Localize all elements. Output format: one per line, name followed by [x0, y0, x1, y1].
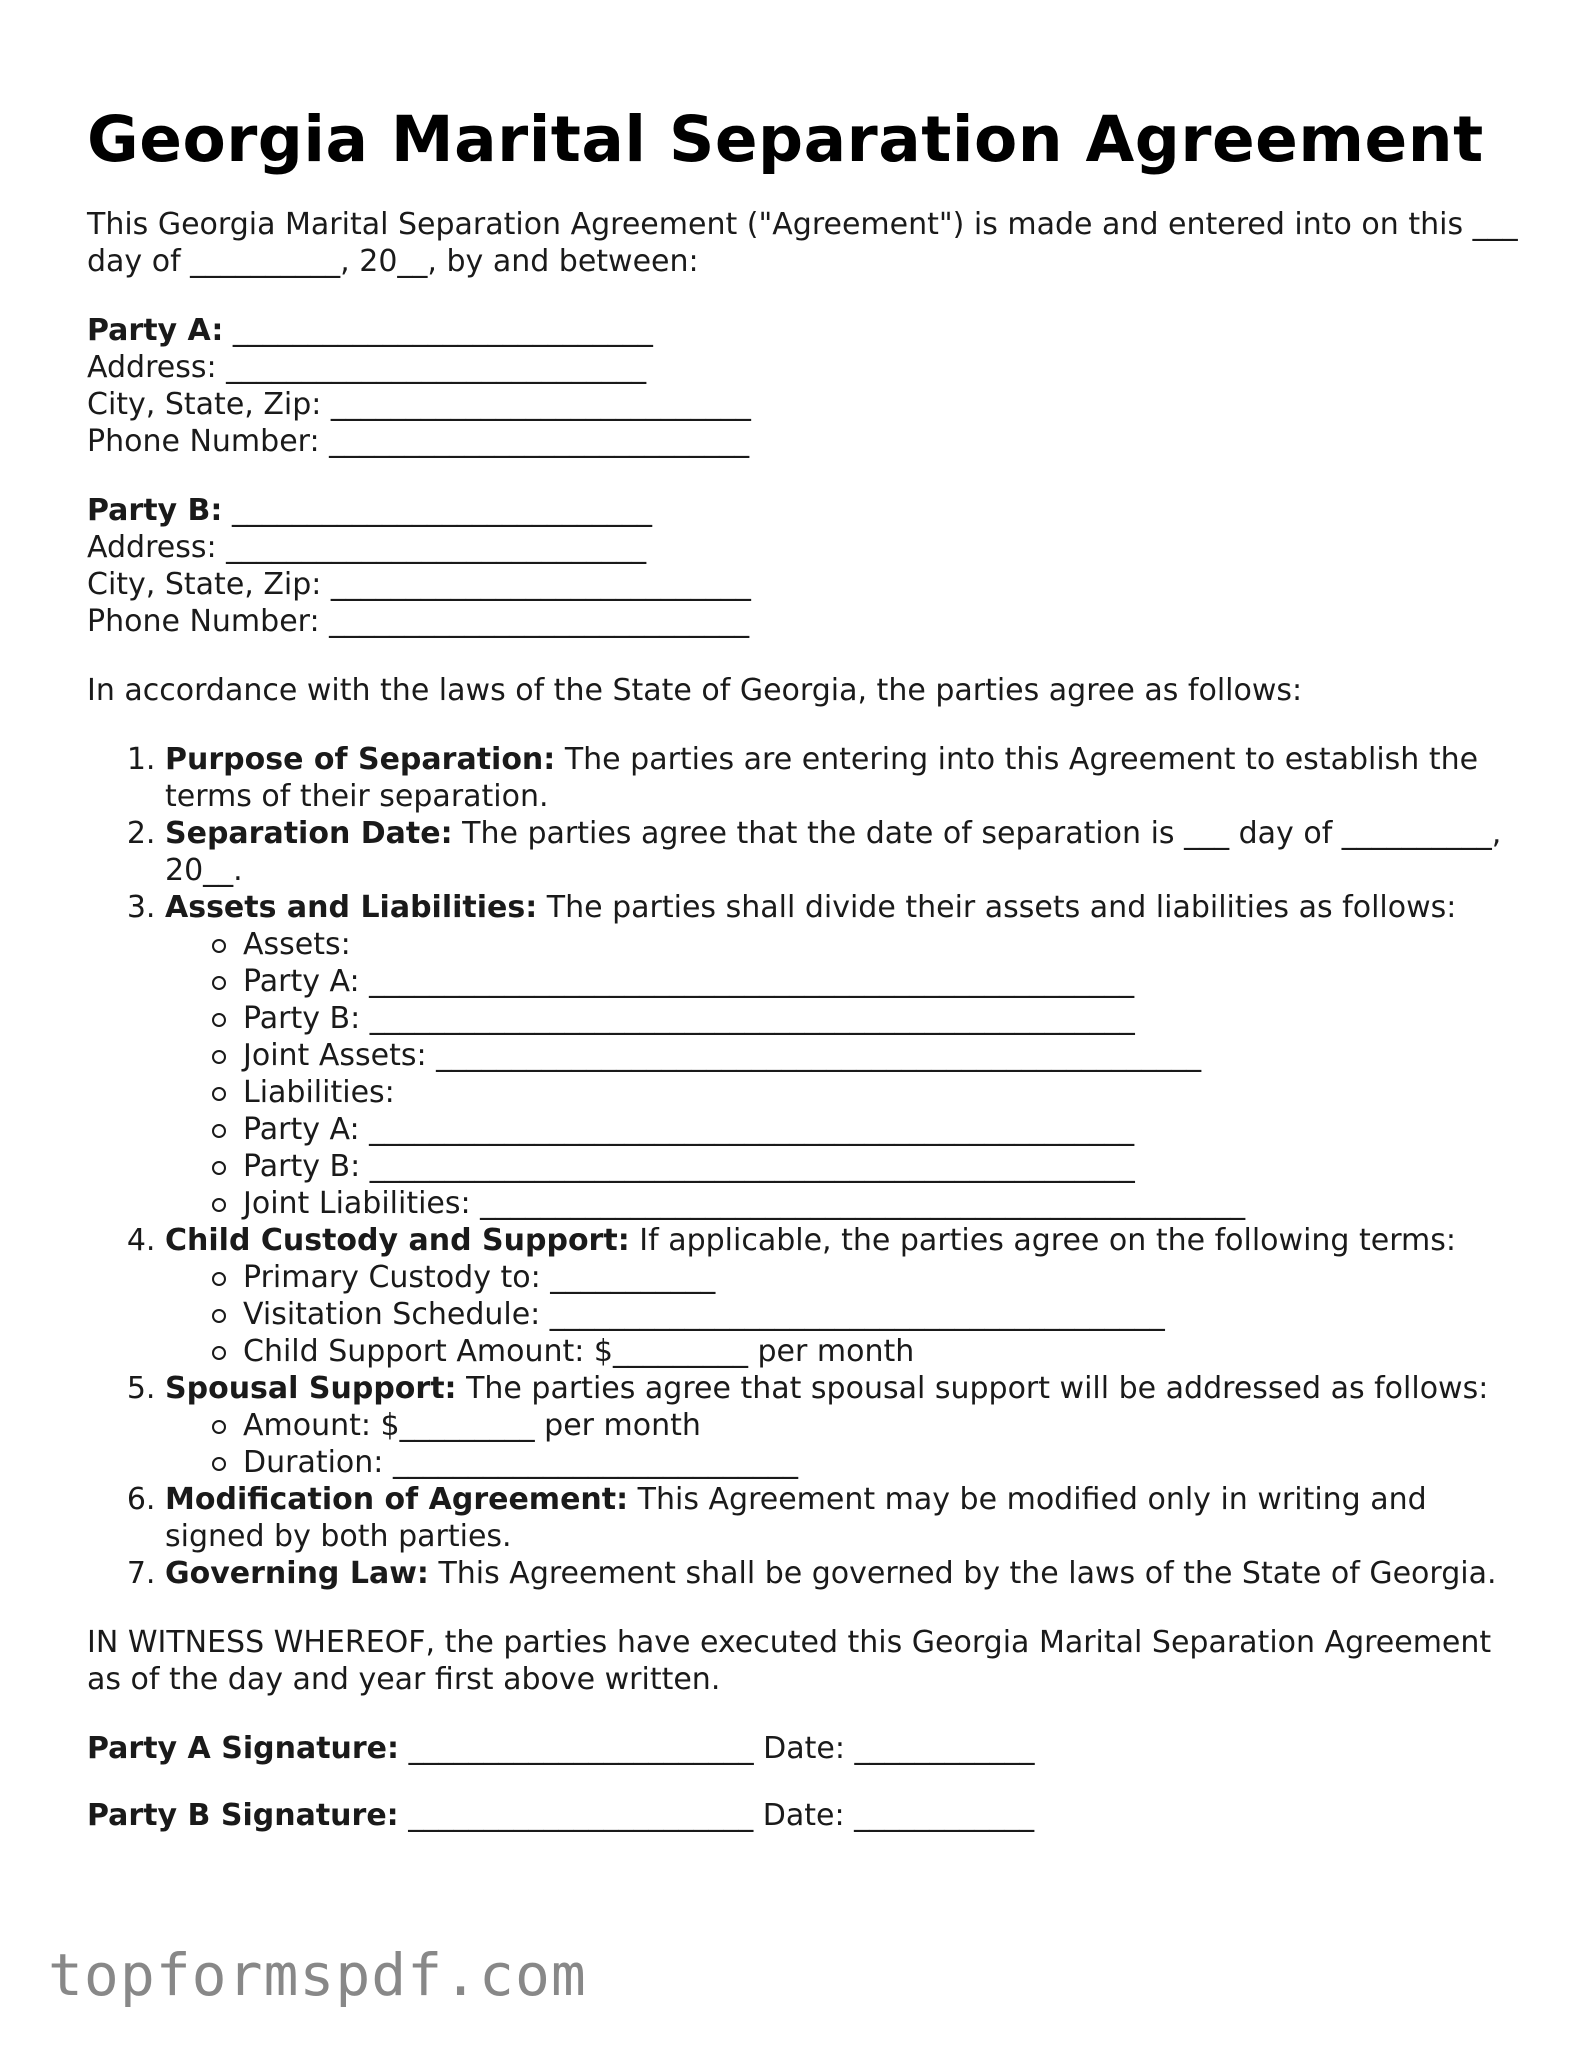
term-text: This Agreement may be modified only in writing and signed by both parties. — [165, 1482, 1427, 1554]
party-a-address: Address: ____________________________ — [87, 350, 647, 385]
list-item: Party A: ___________________________________________________ — [243, 1111, 1527, 1148]
term-text: The parties are entering into this Agreement to establish the terms of their separation. — [165, 742, 1479, 814]
party-a-block — [87, 312, 1527, 460]
term-title: Governing Law: — [165, 1556, 429, 1591]
party-b-address: Address: ____________________________ — [87, 530, 647, 565]
term-title: Separation Date: — [165, 816, 453, 851]
party-a-label: Party A: — [87, 313, 224, 348]
list-item: Visitation Schedule: _________________________________________ — [243, 1296, 1527, 1333]
list-item: Party A: ___________________________________________________ — [243, 963, 1527, 1000]
list-item: Party B: ___________________________________________________ — [243, 1148, 1527, 1185]
term-title: Modification of Agreement: — [165, 1482, 629, 1517]
term-title: Spousal Support: — [165, 1371, 457, 1406]
party-b-signature-label: Party B Signature: — [87, 1798, 399, 1833]
term-text: This Agreement shall be governed by the laws of the State of Georgia. — [438, 1556, 1497, 1591]
list-item: Assets: — [243, 926, 1527, 963]
party-b-label: Party B: — [87, 493, 223, 528]
accordance-paragraph: In accordance with the laws of the State of Georgia, the parties agree as follows: — [87, 673, 1303, 708]
document-page — [87, 100, 1527, 1864]
term-child-custody — [165, 1222, 1527, 1370]
party-b-phone: Phone Number: ____________________________ — [87, 604, 750, 639]
term-text: If applicable, the parties agree on the following terms: — [639, 1223, 1456, 1258]
party-a-signature-blanks: _______________________ Date: ____________ — [408, 1731, 1035, 1766]
party-b-name-blank: ____________________________ — [231, 493, 652, 528]
intro-paragraph: This Georgia Marital Separation Agreement ("Agreement") is made and entered into on this ___ day of __________, 20__, by and between: — [87, 207, 1518, 279]
term-title: Assets and Liabilities: — [165, 890, 538, 925]
term-purpose — [165, 741, 1527, 815]
document-title: Georgia Marital Separation Agreement — [87, 103, 1484, 176]
party-b-signature-blanks: _______________________ Date: ____________ — [408, 1798, 1035, 1833]
custody-sublist — [165, 1259, 1527, 1370]
term-text: The parties agree that spousal support will be addressed as follows: — [466, 1371, 1489, 1406]
terms-list — [87, 741, 1527, 1592]
party-a-signature-label: Party A Signature: — [87, 1731, 400, 1766]
term-title: Child Custody and Support: — [165, 1223, 630, 1258]
party-a-phone: Phone Number: ____________________________ — [87, 424, 750, 459]
party-b-city: City, State, Zip: ____________________________ — [87, 567, 751, 602]
term-spousal-support — [165, 1370, 1527, 1481]
party-b-block — [87, 492, 1527, 640]
party-a-name-blank: ____________________________ — [232, 313, 653, 348]
list-item: Party B: ___________________________________________________ — [243, 1000, 1527, 1037]
party-b-signature-line — [87, 1797, 1527, 1834]
list-item: Joint Assets: ___________________________________________________ — [243, 1037, 1527, 1074]
term-text: The parties shall divide their assets and liabilities as follows: — [546, 890, 1457, 925]
party-a-signature-line — [87, 1730, 1527, 1767]
party-b-name-line — [87, 492, 1527, 529]
witness-paragraph: IN WITNESS WHEREOF, the parties have executed this Georgia Marital Separation Agreement as of the day and year first above written. — [87, 1625, 1492, 1697]
list-item: Child Support Amount: $_________ per month — [243, 1333, 1527, 1370]
term-text: The parties agree that the date of separation is ___ day of __________, 20__. — [165, 816, 1502, 888]
party-a-city: City, State, Zip: ____________________________ — [87, 387, 751, 422]
term-separation-date — [165, 815, 1527, 889]
list-item: Duration: ___________________________ — [243, 1444, 1527, 1481]
assets-sublist — [165, 926, 1527, 1222]
term-title: Purpose of Separation: — [165, 742, 556, 777]
list-item: Liabilities: — [243, 1074, 1527, 1111]
party-a-name-line — [87, 312, 1527, 349]
spousal-sublist — [165, 1407, 1527, 1481]
watermark: topformspdf.com — [48, 1941, 587, 2009]
list-item: Primary Custody to: ___________ — [243, 1259, 1527, 1296]
term-modification — [165, 1481, 1527, 1555]
list-item: Amount: $_________ per month — [243, 1407, 1527, 1444]
term-assets-liabilities — [165, 889, 1527, 1222]
term-governing-law — [165, 1555, 1527, 1592]
list-item: Joint Liabilities: ___________________________________________________ — [243, 1185, 1527, 1222]
